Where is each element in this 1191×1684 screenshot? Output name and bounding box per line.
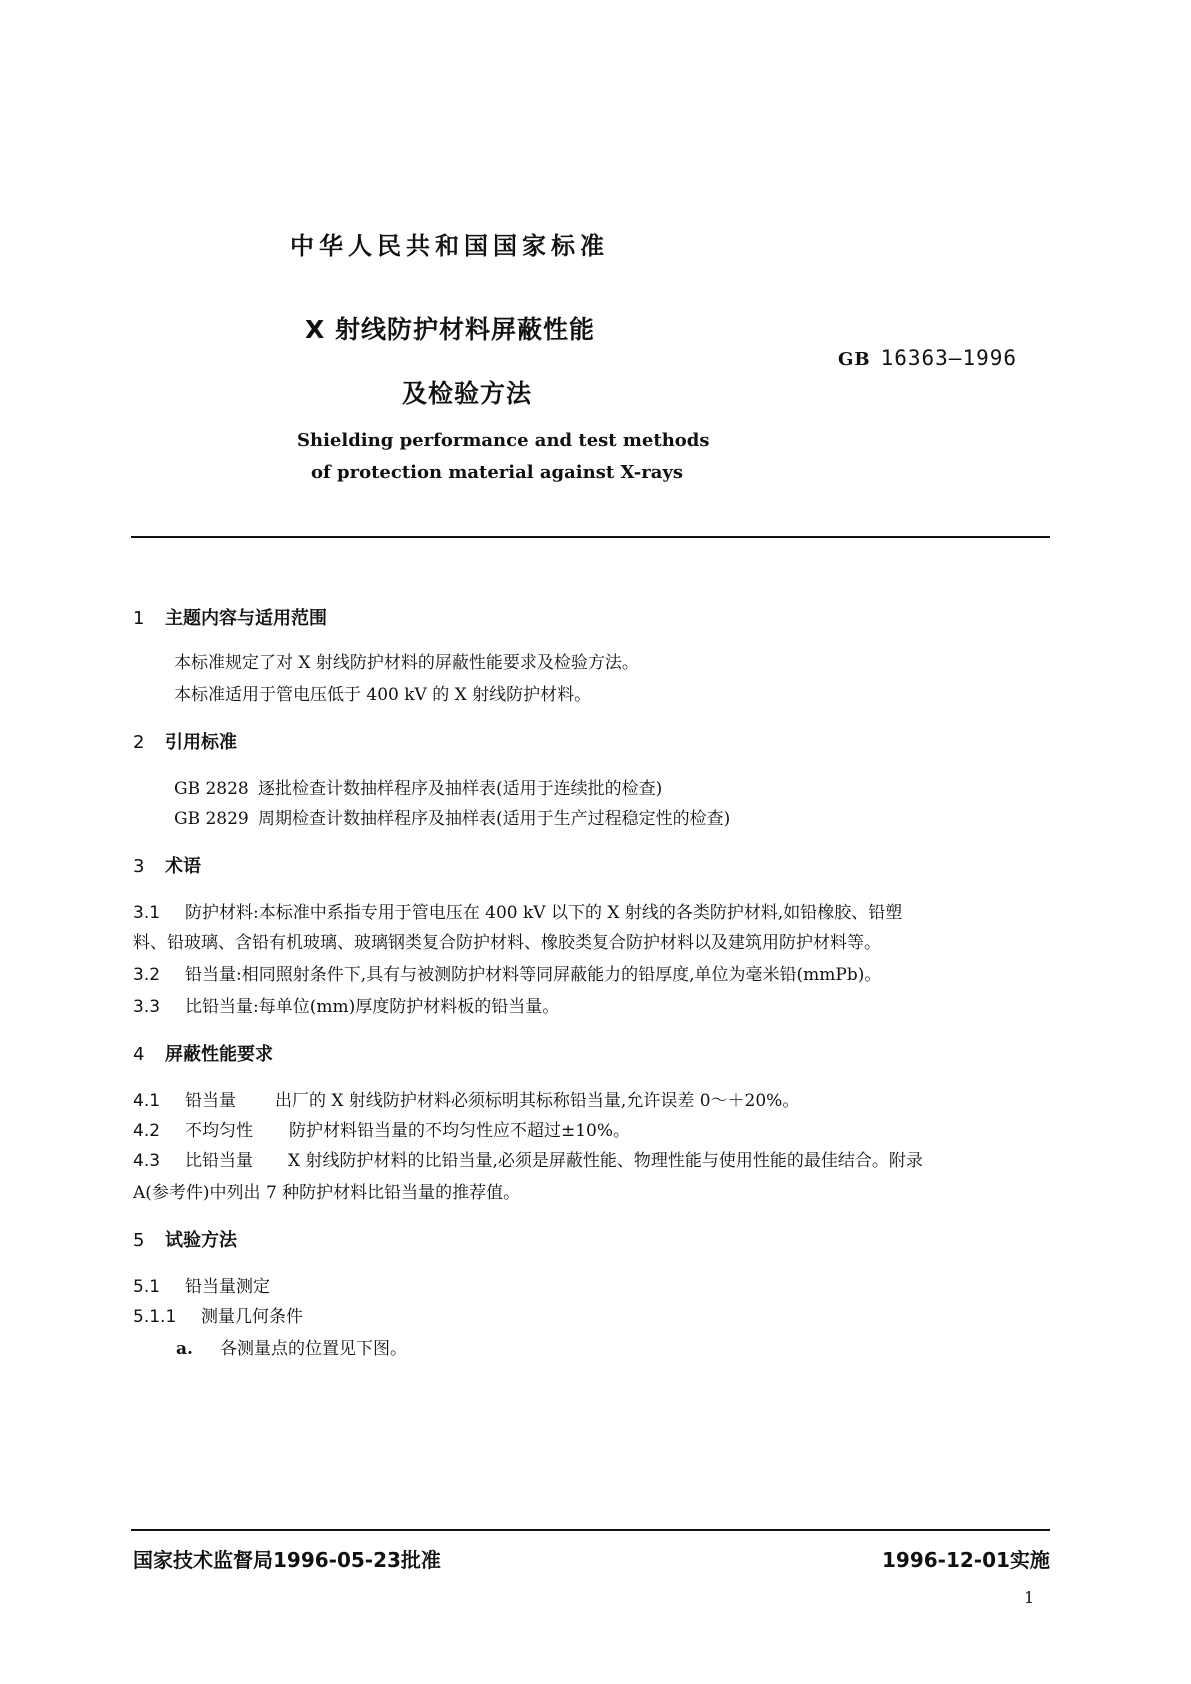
- reference-code: GB 2829: [174, 809, 249, 829]
- document-title-zh-line2: 及检验方法: [402, 379, 533, 408]
- effective-date: 1996-12-01实施: [882, 1548, 1050, 1572]
- document-title-en-line2: of protection material against X-rays: [311, 462, 683, 483]
- footer-divider: [131, 1529, 1050, 1531]
- standard-number: [838, 346, 1017, 370]
- section-2-heading: 2 引用标准: [133, 732, 237, 753]
- header-divider: [131, 536, 1050, 538]
- reference-standard-1: [174, 774, 662, 799]
- section-3-heading: 3 术语: [133, 856, 201, 877]
- standard-prefix: GB: [838, 349, 871, 370]
- clause-4-3: 4.3 比铅当量 X 射线防护材料的比铅当量,必须是屏蔽性能、物理性能与使用性能的最佳结合。附录: [133, 1151, 923, 1171]
- section-1-paragraph-2: 本标准适用于管电压低于 400 kV 的 X 射线防护材料。: [174, 685, 592, 705]
- reference-standard-2: [174, 804, 730, 829]
- clause-3-1-continued: 料、铅玻璃、含铅有机玻璃、玻璃钢类复合防护材料、橡胶类复合防护材料以及建筑用防护材料等。: [133, 933, 881, 953]
- clause-3-3: 3.3 比铅当量:每单位(mm)厚度防护材料板的铅当量。: [133, 997, 560, 1017]
- page-number: 1: [1024, 1588, 1035, 1607]
- clause-4-2: 4.2 不均匀性 防护材料铅当量的不均匀性应不超过±10%。: [133, 1121, 631, 1141]
- reference-title: 逐批检查计数抽样程序及抽样表(适用于连续批的检查): [258, 779, 663, 799]
- item-a: a. 各测量点的位置见下图。: [176, 1339, 407, 1359]
- clause-3-2: 3.2 铅当量:相同照射条件下,具有与被测防护材料等同屏蔽能力的铅厚度,单位为毫米铅(mmPb)。: [133, 965, 882, 985]
- section-1-heading: 1 主题内容与适用范围: [133, 608, 327, 629]
- clause-3-1: 3.1 防护材料:本标准中系指专用于管电压在 400 kV 以下的 X 射线的各类防护材料,如铅橡胶、铅塑: [133, 903, 903, 923]
- clause-4-1: 4.1 铅当量 出厂的 X 射线防护材料必须标明其标称铅当量,允许误差 0～＋20%。: [133, 1091, 800, 1111]
- document-title-zh-line1: X 射线防护材料屏蔽性能: [305, 315, 595, 344]
- reference-code: GB 2828: [174, 779, 249, 799]
- section-1-paragraph-1: 本标准规定了对 X 射线防护材料的屏蔽性能要求及检验方法。: [174, 653, 639, 673]
- standard-category-title: 中华人民共和国国家标准: [290, 232, 609, 260]
- standard-code: 16363—1996: [880, 346, 1018, 370]
- clause-5-1: 5.1 铅当量测定: [133, 1277, 270, 1297]
- reference-title: 周期检查计数抽样程序及抽样表(适用于生产过程稳定性的检查): [258, 809, 731, 829]
- approval-date: 国家技术监督局1996-05-23批准: [133, 1548, 441, 1572]
- section-5-heading: 5 试验方法: [133, 1230, 237, 1251]
- clause-4-3-continued: A(参考件)中列出 7 种防护材料比铅当量的推荐值。: [133, 1183, 521, 1203]
- section-4-heading: 4 屏蔽性能要求: [133, 1044, 273, 1065]
- clause-5-1-1: 5.1.1 测量几何条件: [133, 1307, 303, 1327]
- document-title-en-line1: Shielding performance and test methods: [297, 430, 710, 451]
